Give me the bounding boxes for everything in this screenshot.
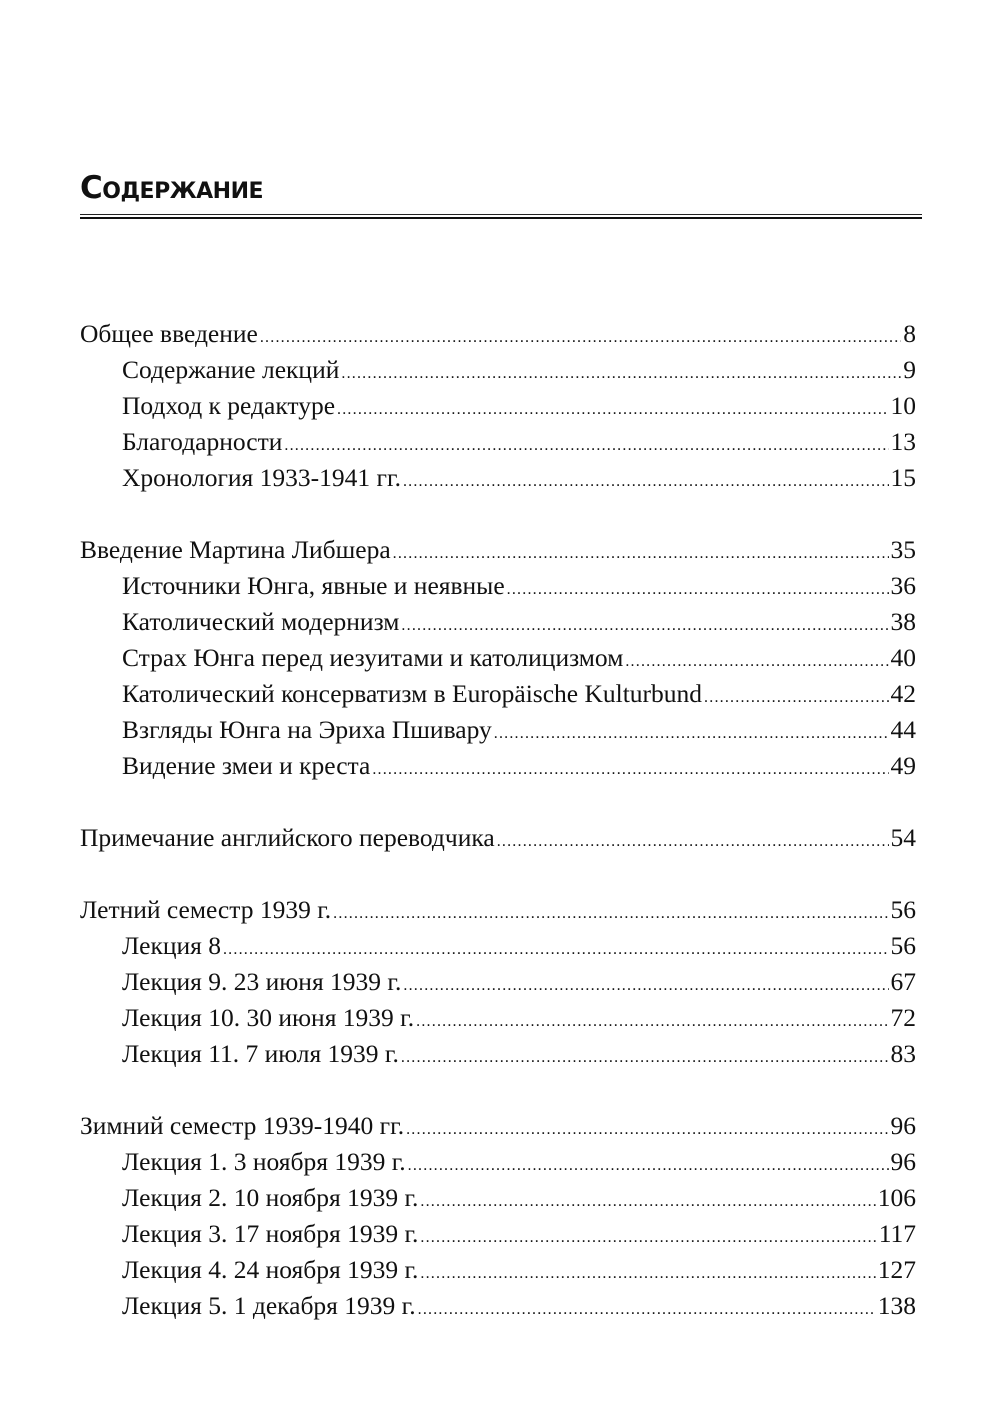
toc-subentry[interactable] [80,1180,916,1216]
toc-section [80,820,916,856]
page-number: 72 [890,1003,916,1032]
page-number: 67 [890,967,916,996]
page-number: 54 [890,823,916,852]
toc-subentry[interactable] [80,424,916,460]
dot-leader [406,1112,888,1148]
page-number: 44 [890,715,916,744]
page-number: 13 [890,427,916,456]
title-double-rule [80,214,922,219]
dot-leader [260,320,901,356]
toc-subentry[interactable] [80,1036,916,1072]
toc-entry[interactable] [80,316,916,352]
dot-leader [333,896,888,932]
entry-title: Введение Мартина Либшера [80,535,391,564]
toc-subentry[interactable] [80,1000,916,1036]
toc-subentry[interactable] [80,1288,916,1324]
entry-title: Страх Юнга перед иезуитами и католицизмом [122,643,624,672]
toc-subentry[interactable] [80,640,916,676]
toc-subentry[interactable] [80,748,916,784]
toc-subentry[interactable] [80,676,916,712]
dot-leader [507,572,889,608]
toc-section [80,892,916,1072]
entry-title: Лекция 4. 24 ноября 1939 г. [122,1255,419,1284]
dot-leader [420,1220,876,1256]
dot-leader [401,1040,889,1076]
toc-entry[interactable] [80,892,916,928]
dot-leader [418,1292,876,1328]
entry-title: Католический консерватизм в Europäische Kulturbund [122,679,703,708]
entry-title: Лекция 11. 7 июля 1939 г. [122,1039,399,1068]
entry-title: Лекция 8 [122,931,221,960]
toc-subentry[interactable] [80,604,916,640]
entry-title: Взгляды Юнга на Эриха Пшивару [122,715,492,744]
page-number: 9 [903,355,916,384]
page-number: 96 [890,1147,916,1176]
entry-title: Лекция 3. 17 ноября 1939 г. [122,1219,419,1248]
dot-leader [284,428,888,464]
toc-entry[interactable] [80,532,916,568]
dot-leader [403,968,888,1004]
toc-subentry[interactable] [80,712,916,748]
toc-section [80,316,916,496]
toc-subentry[interactable] [80,1144,916,1180]
toc-entry[interactable] [80,1108,916,1144]
page-number: 56 [890,895,916,924]
entry-title: Благодарности [122,427,283,456]
toc-subentry[interactable] [80,568,916,604]
dot-leader [408,1148,889,1184]
page-number: 96 [890,1111,916,1140]
page-title: Содержание [80,170,264,206]
dot-leader [337,392,888,428]
entry-title: Содержание лекций [122,355,340,384]
entry-title: Лекция 5. 1 декабря 1939 г. [122,1291,416,1320]
toc-subentry[interactable] [80,964,916,1000]
entry-title: Католический модернизм [122,607,400,636]
toc-subentry[interactable] [80,352,916,388]
toc-subentry[interactable] [80,388,916,424]
table-of-contents [80,316,916,1360]
dot-leader [401,608,888,644]
dot-leader [393,536,889,572]
page-number: 38 [890,607,916,636]
toc-subentry[interactable] [80,460,916,496]
dot-leader [416,1004,888,1040]
page-number: 15 [890,463,916,492]
page-number: 56 [890,931,916,960]
toc-subentry[interactable] [80,1216,916,1252]
dot-leader [372,752,888,788]
dot-leader [420,1256,875,1292]
entry-title: Примечание английского переводчика [80,823,495,852]
toc-section [80,532,916,784]
toc-section [80,1108,916,1324]
entry-title: Зимний семестр 1939-1940 гг. [80,1111,405,1140]
page-number: 8 [903,319,916,348]
entry-title: Видение змеи и креста [122,751,371,780]
toc-entry[interactable] [80,820,916,856]
entry-title: Общее введение [80,319,258,348]
dot-leader [494,716,889,752]
entry-title: Лекция 10. 30 июня 1939 г. [122,1003,415,1032]
page-number: 36 [890,571,916,600]
page-number: 127 [877,1255,916,1284]
page-number: 10 [890,391,916,420]
page-number: 83 [890,1039,916,1068]
page-number: 42 [890,679,916,708]
dot-leader [341,356,901,392]
page-number: 106 [877,1183,916,1212]
entry-title: Хронология 1933-1941 гг. [122,463,401,492]
entry-title: Подход к редактуре [122,391,336,420]
page-number: 40 [890,643,916,672]
dot-leader [223,932,889,968]
page-number: 138 [877,1291,916,1320]
entry-title: Лекция 2. 10 ноября 1939 г. [122,1183,419,1212]
dot-leader [497,824,889,860]
entry-title: Лекция 9. 23 июня 1939 г. [122,967,402,996]
page-number: 49 [890,751,916,780]
page-number: 35 [890,535,916,564]
dot-leader [625,644,888,680]
entry-title: Источники Юнга, явные и неявные [122,571,505,600]
entry-title: Летний семестр 1939 г. [80,895,332,924]
dot-leader [704,680,888,716]
page-number: 117 [878,1219,916,1248]
dot-leader [403,464,889,500]
dot-leader [420,1184,875,1220]
toc-subentry[interactable] [80,928,916,964]
entry-title: Лекция 1. 3 ноября 1939 г. [122,1147,406,1176]
toc-subentry[interactable] [80,1252,916,1288]
